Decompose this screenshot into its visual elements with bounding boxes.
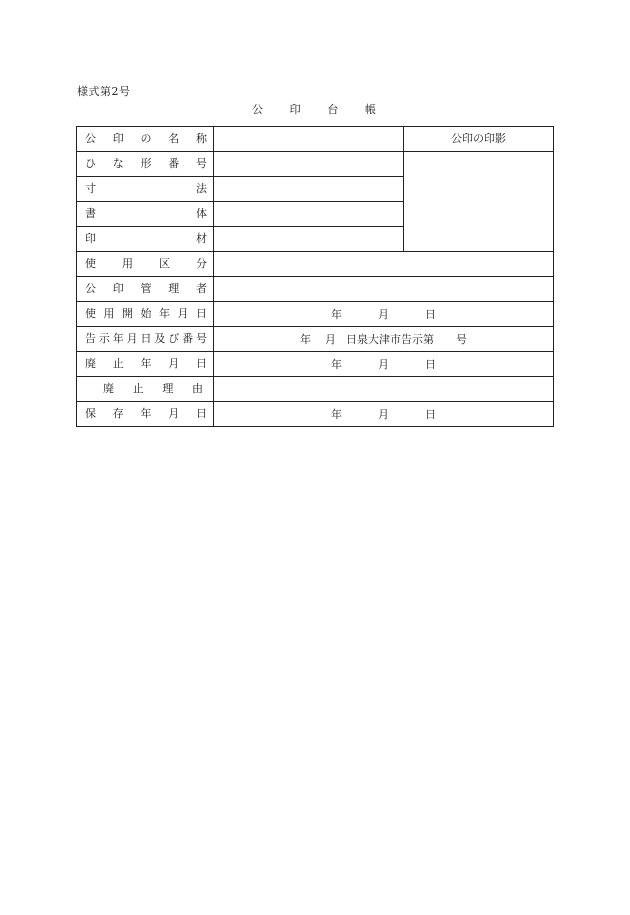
year-label: 年 xyxy=(331,308,342,321)
usage-category-field[interactable] xyxy=(214,252,554,277)
row-label-seal-material: 印 材 xyxy=(77,227,214,252)
dimensions-field[interactable] xyxy=(214,177,404,202)
seal-impression-header: 公印の印影 xyxy=(404,127,554,152)
month-label: 月 xyxy=(378,408,389,421)
table-row xyxy=(77,352,554,377)
abolition-reason-field[interactable] xyxy=(214,377,554,402)
year-label: 年 xyxy=(331,408,342,421)
notice-prefix-label: 日泉大津市告示第 xyxy=(346,333,434,346)
template-number-field[interactable] xyxy=(214,152,404,177)
row-label-notice-date-number: 告 示 年 月 日 及 び 番 号 xyxy=(77,327,214,352)
year-label: 年 xyxy=(300,333,311,346)
row-label-seal-name: 公 印 の 名 称 xyxy=(77,127,214,152)
title-char: 帳 xyxy=(364,103,376,116)
abolition-date-field[interactable] xyxy=(214,352,554,377)
seal-name-field[interactable] xyxy=(214,127,404,152)
row-label-template-number: ひ な 形 番 号 xyxy=(77,152,214,177)
day-label: 日 xyxy=(425,358,436,371)
typeface-field[interactable] xyxy=(214,202,404,227)
table-row xyxy=(77,377,554,402)
row-label-seal-custodian: 公 印 管 理 者 xyxy=(77,277,214,302)
title-char: 公 xyxy=(252,103,263,116)
day-label: 日 xyxy=(425,308,436,321)
table-row xyxy=(77,277,554,302)
row-label-dimensions: 寸 法 xyxy=(77,177,214,202)
year-label: 年 xyxy=(331,358,342,371)
row-label-typeface: 書 体 xyxy=(77,202,214,227)
retention-date-field[interactable] xyxy=(214,402,554,427)
table-row xyxy=(77,302,554,327)
month-label: 月 xyxy=(378,358,389,371)
table-row xyxy=(77,152,554,177)
number-suffix-label: 号 xyxy=(456,333,467,346)
row-label-usage-start-date: 使 用 開 始 年 月 日 xyxy=(77,302,214,327)
row-label-abolition-reason: 廃 止 理 由 xyxy=(77,377,214,402)
row-label-retention-date: 保 存 年 月 日 xyxy=(77,402,214,427)
seal-impression-area[interactable] xyxy=(404,152,554,252)
month-label: 月 xyxy=(325,333,336,346)
document-title xyxy=(252,103,376,117)
seal-custodian-field[interactable] xyxy=(214,277,554,302)
table-row xyxy=(77,327,554,352)
table-row xyxy=(77,402,554,427)
day-label: 日 xyxy=(425,408,436,421)
table-row xyxy=(77,252,554,277)
usage-start-date-field[interactable] xyxy=(214,302,554,327)
seal-ledger-table xyxy=(76,126,554,427)
row-label-usage-category: 使 用 区 分 xyxy=(77,252,214,277)
table-row xyxy=(77,127,554,152)
title-char: 台 xyxy=(327,103,339,116)
title-char: 印 xyxy=(289,103,301,116)
seal-material-field[interactable] xyxy=(214,227,404,252)
form-number: 様式第2号 xyxy=(77,85,131,98)
row-label-abolition-date: 廃 止 年 月 日 xyxy=(77,352,214,377)
month-label: 月 xyxy=(378,308,389,321)
notice-date-number-field[interactable] xyxy=(214,327,554,352)
